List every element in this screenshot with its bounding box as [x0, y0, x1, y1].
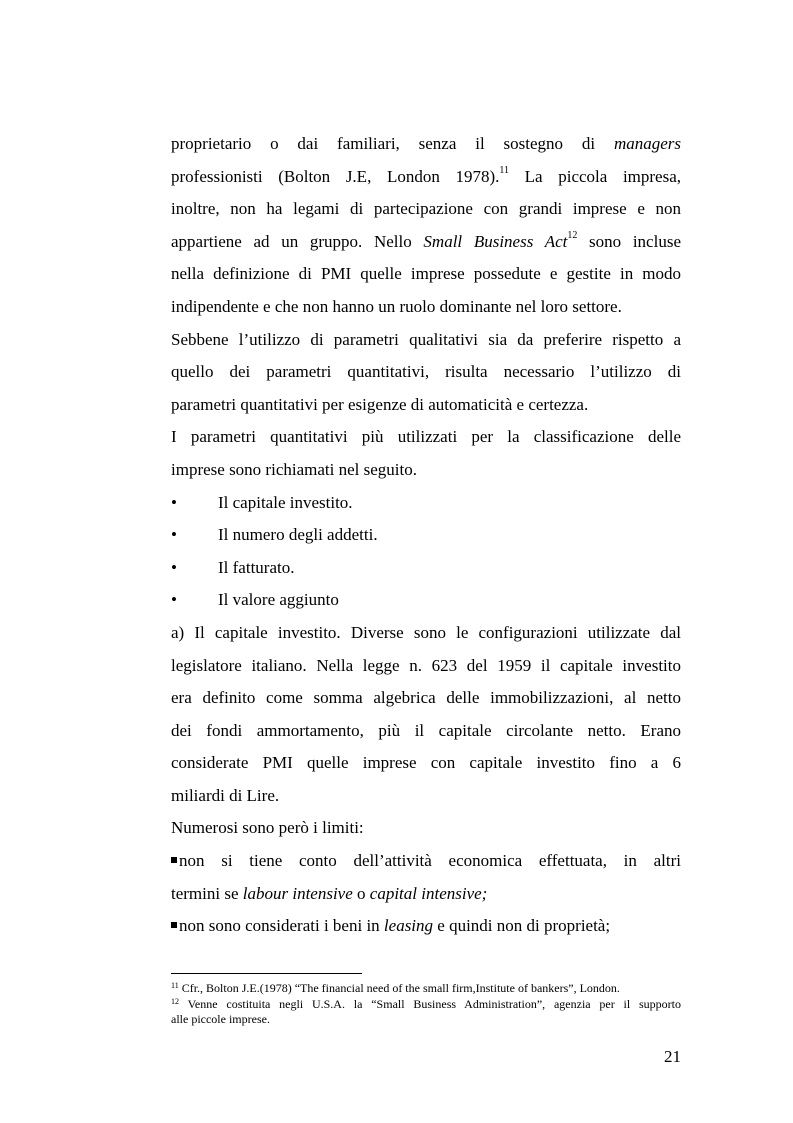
italic-term: labour intensive [242, 883, 353, 903]
text-span: proprietario o dai familiari, senza il sostegno di [171, 134, 614, 153]
list-item [171, 487, 681, 520]
footnote-text: Cfr., Bolton J.E.(1978) “The financial need of the small firm,Institute of bankers”, London. [178, 981, 620, 995]
footnote-separator [171, 973, 362, 974]
text-line: imprese sono richiamati nel seguito. [171, 459, 417, 479]
text-line [171, 161, 681, 194]
italic-term: Small Business Act [423, 231, 568, 251]
text-line: a) Il capitale investito. Diverse sono le configurazioni utilizzate dal [171, 622, 681, 642]
text-line [171, 878, 681, 911]
list-item-text: Il capitale investito. [218, 492, 353, 512]
square-bullet-icon [171, 857, 177, 863]
italic-term: leasing [383, 916, 434, 936]
square-bullet-icon [171, 922, 177, 928]
footnote-11 [171, 981, 681, 997]
text-line [171, 226, 681, 259]
bullet-icon: • [171, 590, 177, 610]
text-span: appartiene ad un gruppo. Nello [171, 231, 424, 251]
list-item-text: Il fatturato. [218, 557, 295, 577]
text-line: dei fondi ammortamento, più il capitale circolante netto. Erano [171, 720, 681, 740]
footnote-12-continued: alle piccole imprese. [171, 1012, 270, 1027]
limit-item [171, 910, 681, 943]
list-item [171, 552, 681, 585]
text-line: inoltre, non ha legami di partecipazione con grandi imprese e non [171, 199, 681, 219]
text-line: quello dei parametri quantitativi, risulta necessario l’utilizzo di [171, 362, 681, 382]
text-line: I parametri quantitativi più utilizzati per la classificazione delle [171, 427, 681, 447]
text-span: o [352, 883, 370, 903]
text-span: non sono considerati i beni in [179, 916, 384, 936]
text-span: non si tiene conto dell’attività economica effettuata, in altri [179, 851, 681, 871]
footnote-number: 12 [171, 996, 179, 1006]
body-text [171, 128, 681, 943]
list-item-text: Il numero degli addetti. [218, 525, 378, 545]
text-line: Numerosi sono però i limiti: [171, 818, 364, 838]
text-line: parametri quantitativi per esigenze di automaticità e certezza. [171, 394, 589, 414]
text-span: La piccola impresa, [509, 166, 682, 186]
text-line: indipendente e che non hanno un ruolo dominante nel loro settore. [171, 296, 622, 316]
footnote-12 [171, 997, 681, 1013]
italic-term: managers [613, 134, 681, 153]
page-number: 21 [664, 1047, 681, 1066]
bullet-icon: • [171, 525, 177, 545]
footnote-ref-11: 11 [499, 164, 510, 176]
text-line: Sebbene l’utilizzo di parametri qualitativi sia da preferire rispetto a [171, 329, 681, 349]
bullet-icon: • [171, 557, 177, 577]
text-span: termini se [171, 883, 243, 903]
list-item [171, 584, 681, 617]
text-line: miliardi di Lire. [171, 785, 280, 805]
footnote-number: 11 [171, 981, 179, 990]
italic-term: capital intensive; [369, 883, 488, 903]
limit-item [171, 845, 681, 878]
footnote-text: Venne costituita negli U.S.A. la “Small Business Administration”, agenzia per il supporto [179, 996, 681, 1011]
text-line: nella definizione di PMI quelle imprese possedute e gestite in modo [171, 264, 681, 284]
footnote-ref-12: 12 [567, 230, 578, 242]
text-line: era definito come somma algebrica delle immobilizzazioni, al netto [171, 688, 681, 708]
text-line: legislatore italiano. Nella legge n. 623 del 1959 il capitale investito [171, 655, 681, 675]
list-item-text: Il valore aggiunto [218, 590, 339, 610]
footnotes [171, 981, 681, 1028]
text-span: sono incluse [577, 231, 681, 251]
text-line [171, 128, 681, 161]
text-span: professionisti (Bolton J.E, London 1978). [171, 166, 500, 186]
text-span: e quindi non di proprietà; [433, 916, 611, 936]
text-line: considerate PMI quelle imprese con capitale investito fino a 6 [171, 753, 681, 773]
list-item [171, 519, 681, 552]
bullet-icon: • [171, 492, 177, 512]
